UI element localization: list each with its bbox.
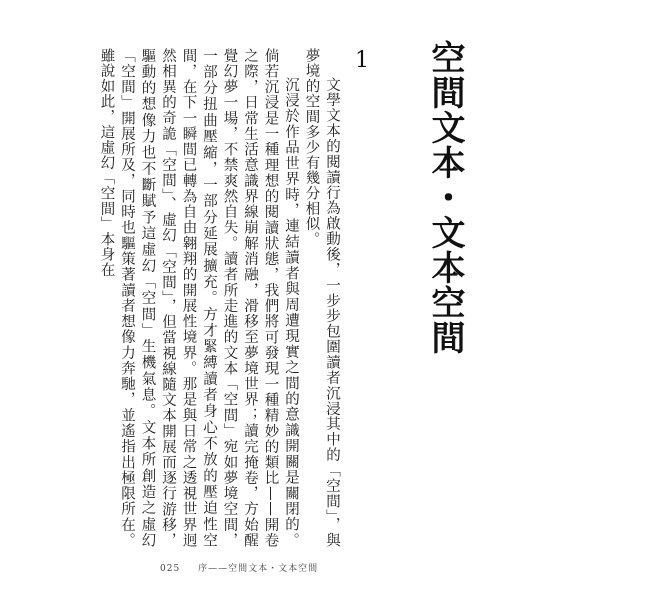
paragraph-1: 文學文本的閱讀行為啟動後，一步步包圍讀者沉浸其中的「空間」，與夢境的空間多少有幾分相似。 (303, 48, 340, 548)
paragraph-2: 沉浸於作品世界時，連結讀者與周遭現實之間的意識開關是關閉的。倘若沉浸是一種理想的閱讀狀態，我們將可發現一種精妙的類比——開卷之際，日常生活意識界線崩解消融，滑移至夢境世界；讀完掩卷，方始醒覺幻夢一場，不禁爽然自失。讀者所走進的文本「空間」宛如夢境空間，一部分扭曲壓縮，一部分延展擴充。方才緊縛讀者身心不放的壓迫性空間，在下一瞬間已轉為自由翱翔的開展性境界。那是與日常之透視世界迥然相異的奇詭「空間」、虛幻「空間」，但當視線隨文本開展而逐行游移，驅動的想像力也不斷賦予這虛幻「空間」生機氣息。文本所創造之虛幻「空間」開展所及，同時也驅策著讀者想像力奔馳，並遙指出極限所在。雖說如此，這虛幻「空間」本身在 (98, 48, 299, 548)
section-number: 1 (355, 48, 369, 73)
page-number: 025 (160, 564, 181, 574)
page-footer (160, 561, 318, 574)
running-head: 序——空間文本・文本空間 (198, 564, 319, 574)
body-text (98, 48, 342, 548)
chapter-title: 空間文本・文本空間 (425, 40, 465, 355)
